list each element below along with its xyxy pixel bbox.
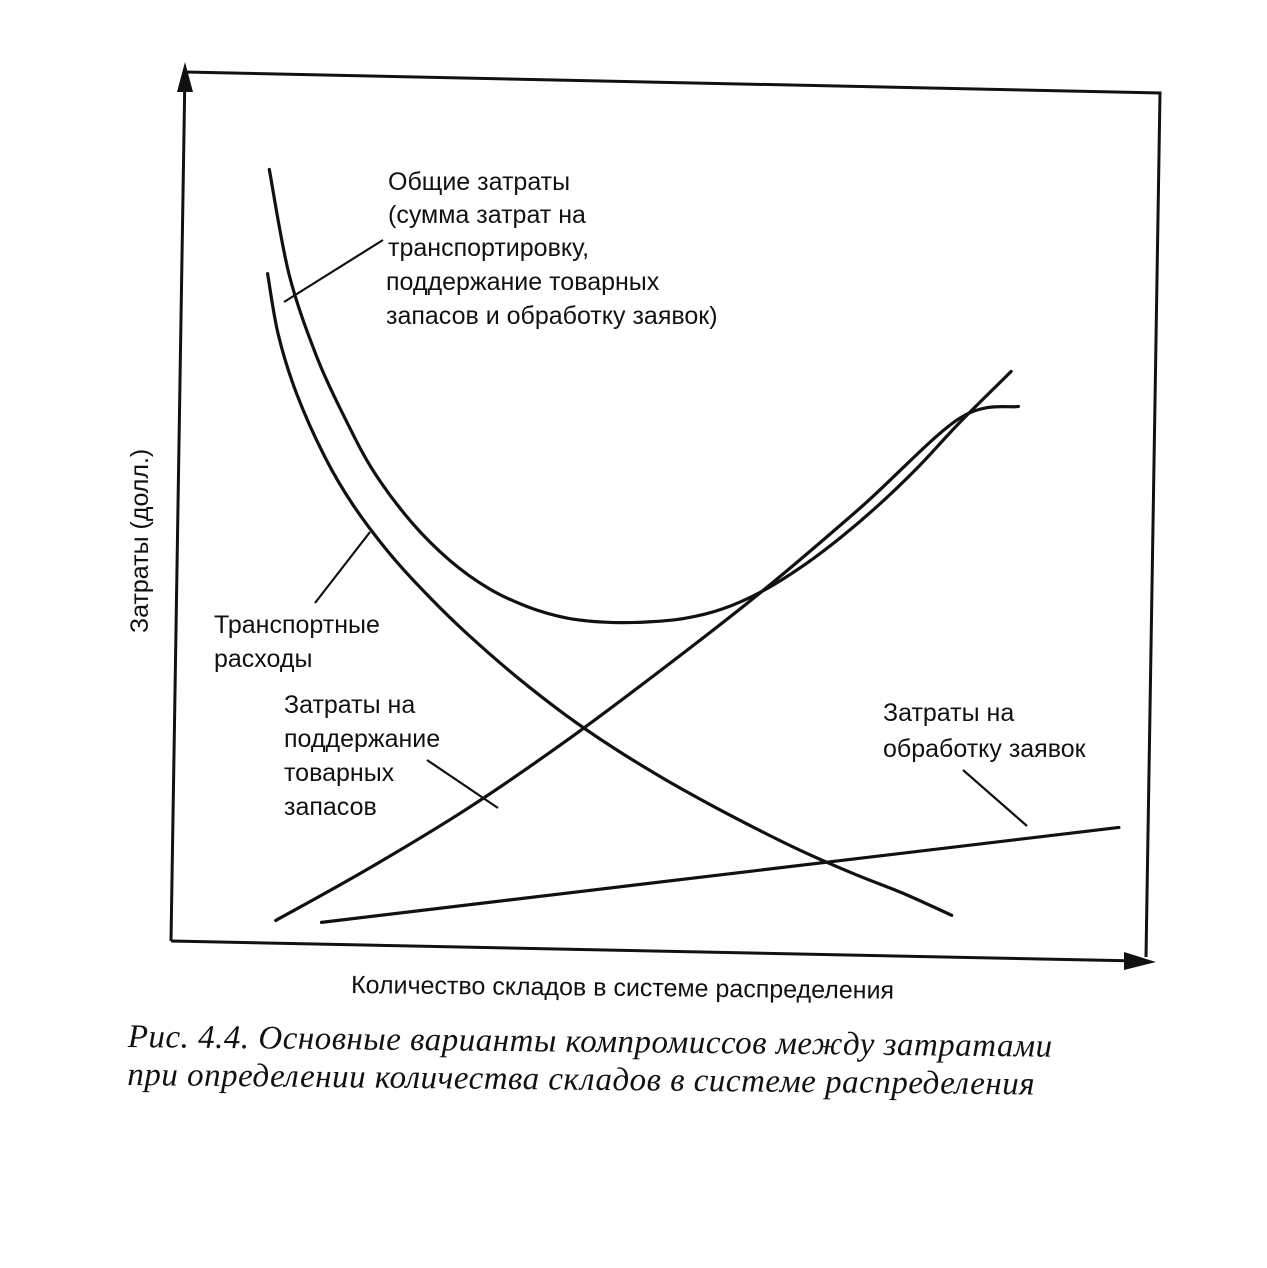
y-axis <box>171 70 185 941</box>
series-label-inventory-line: товарных <box>284 759 395 787</box>
y-axis-arrow-icon <box>177 62 193 92</box>
leader-line-orders <box>963 770 1027 826</box>
series-label-orders-line: обработку заявок <box>883 735 1086 763</box>
series-label-orders-line: Затраты на <box>883 699 1015 727</box>
series-label-transport <box>214 611 387 673</box>
series-label-total-line: запасов и обработку заявок) <box>386 302 718 330</box>
series-line-inventory-costs <box>276 406 1019 920</box>
x-axis <box>171 941 1140 961</box>
x-axis-arrow-icon <box>1124 952 1156 970</box>
leader-line-inventory <box>427 760 498 808</box>
y-axis-label: Затраты (долл.) <box>126 448 154 633</box>
series-label-inventory-line: запасов <box>284 793 377 821</box>
series-label-transport-line: расходы <box>214 645 313 673</box>
series-line-order-processing-costs <box>322 827 1119 922</box>
series-label-total <box>386 168 718 330</box>
leader-line-total <box>284 240 383 302</box>
figure-caption-line: Рис. 4.4. Основные варианты компромиссов между затратами <box>127 1018 1053 1065</box>
leader-line-transport <box>315 532 370 603</box>
x-axis-label: Количество складов в системе распределения <box>350 971 895 1005</box>
series-label-total-line: (сумма затрат на <box>388 201 586 229</box>
series-line-total-costs <box>269 169 1011 622</box>
figure-caption-line: при определении количества складов в системе распределения <box>127 1056 1036 1103</box>
plot-frame <box>185 72 1160 957</box>
series-label-inventory-line: поддержание <box>284 725 441 753</box>
series-label-total-line: поддержание товарных <box>386 268 660 296</box>
series-label-inventory <box>284 691 447 821</box>
series-label-total-line: Общие затраты <box>388 168 571 196</box>
series-label-inventory-line: Затраты на <box>284 691 416 719</box>
series-label-transport-line: Транспортные <box>214 611 380 639</box>
figure-caption <box>127 1018 1168 1105</box>
series-label-orders <box>883 699 1087 763</box>
series-label-total-line: транспортировку, <box>388 234 590 262</box>
